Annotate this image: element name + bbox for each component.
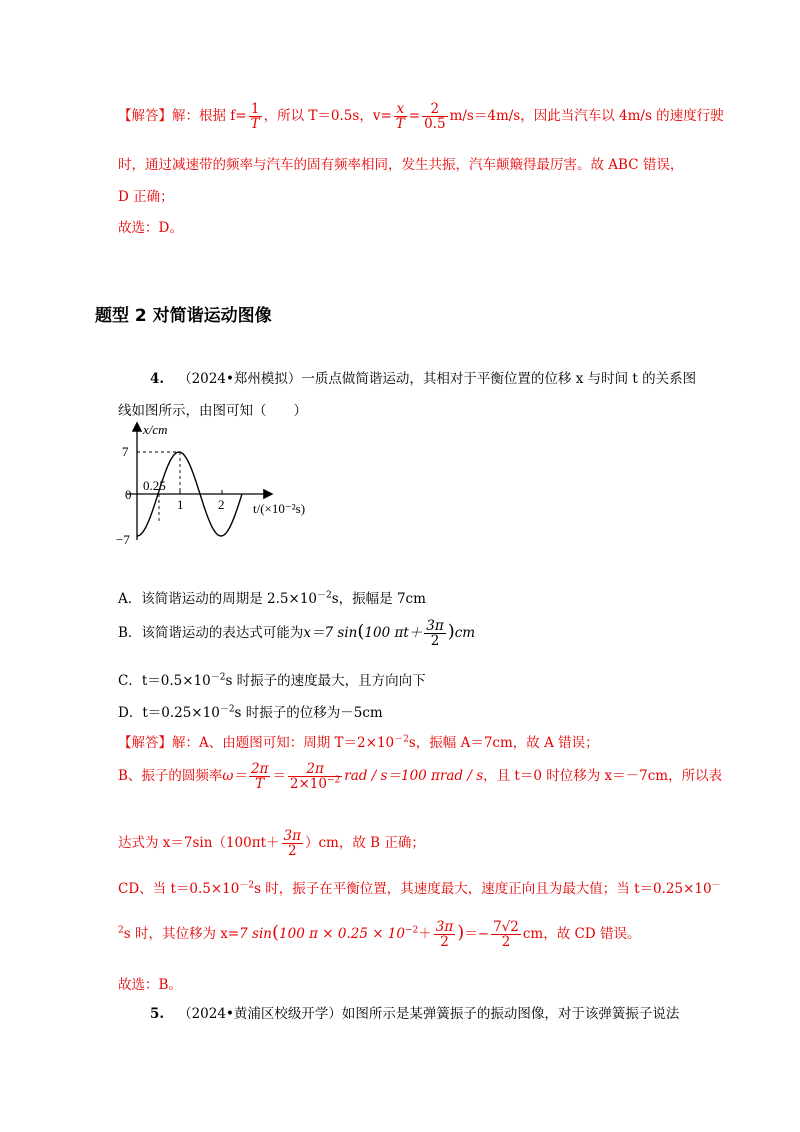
q4-option-b: B．该简谐运动的表达式可能为x＝7 sin(100 πt＋ $\frac{3\pi}{2}$ )cm [118,618,476,650]
tick-y-neg7: −7 [116,532,130,547]
q4-answer-cd-line2: $^2$s 时，其位移为 x=7 sin(100 $\pi \times 0.25 \times 10^{-2}+$ $\frac{3\pi}{2}$ )＝− $\frac{7√2}{2}$ cm，故 CD 错误。 [118,919,641,951]
q4-number: 4. [150,371,165,387]
tick-x-1: 1 [177,497,184,512]
q4-answer-b-line1: B、振子的圆频率ω＝ $\frac{2\pi}{T}$ ＝ $\frac{2\pi}{2\times 10^{-2}}$ rad / s＝100 πrad / s，且 t＝0 时位移为 x＝－7cm，所以表 [118,761,723,793]
tick-x-2: 2 [218,497,225,512]
answer-label: 【解答】 [118,108,172,125]
q4-answer-b-line2: 达式为 x＝7sin（100πt＋ $\frac{3\pi}{2}$ ）cm，故 B 正确； [118,828,425,860]
q5-number: 5. [150,1006,165,1022]
q4-choice: 故选：B。 [118,977,182,993]
q3-choice: 故选：D。 [118,220,183,236]
fraction-3pi-over-2: $\frac{3\pi}{2}$ [426,618,444,650]
q4-answer-a: 【解答】解：A、由题图可知：周期 $T=2\times 10^{-2}s$，振幅 A＝7cm，故 A 错误； [118,734,599,751]
tick-x-025: 0.25 [143,478,166,493]
q4-stem-line2: 线如图所示，由图可知（ ） [118,403,307,419]
y-axis-label: x/cm [143,422,168,437]
q4-answer-cd-line1: CD、当 $t=0.5\times 10^{-2}s$ 时，振子在平衡位置，其速度最大，速度正向且为最大值；当 t＝0.25×10－ [118,880,721,897]
q3-answer-line3: D 正确； [118,189,174,205]
section-title: 题型 2 对简谐运动图像 [95,306,272,326]
tick-y-7: 7 [122,444,129,459]
fraction-2-over-0.5: $\frac{2}{0.5}$ [424,101,446,133]
q4-option-a: A．该简谐运动的周期是 $2.5\times 10^{-2}s$，振幅是 7cm [118,590,426,607]
answer-label: 【解答】 [118,735,172,751]
q3-answer-line1: 【解答】解：根据 f= $\frac{1}{T}$ ，所以 T＝0.5s，v= $\frac{x}{T}$ = $\frac{2}{0.5}$ m/s＝4m/s，因此当汽车以 4m/s 的速度行驶 [118,101,724,133]
q5-stem: 5. （2024•黄浦区校级开学）如图所示是某弹簧振子的振动图像，对于该弹簧振子说法 [150,1006,680,1022]
fraction-1-over-T: $\frac{1}{T}$ [250,101,260,133]
tick-origin: 0 [125,487,132,502]
shm-graph [113,420,333,560]
fraction-x-over-T: $\frac{x}{T}$ [395,101,405,133]
x-axis-label: t/(×10⁻²s) [253,501,306,516]
q4-stem-line1: 4. （2024•郑州模拟）一质点做简谐运动，其相对于平衡位置的位移 x 与时间 t 的关系图 [150,371,697,387]
q4-option-c: C．$t=0.5\times 10^{-2}s$ 时振子的速度最大，且方向向下 [118,672,426,689]
q3-answer-line2: 时，通过减速带的频率与汽车的固有频率相同，发生共振，汽车颠簸得最厉害。故 ABC 错误， [118,157,684,173]
q4-option-d: D．$t=0.25\times 10^{-2}s$ 时振子的位移为－5cm [118,704,383,721]
